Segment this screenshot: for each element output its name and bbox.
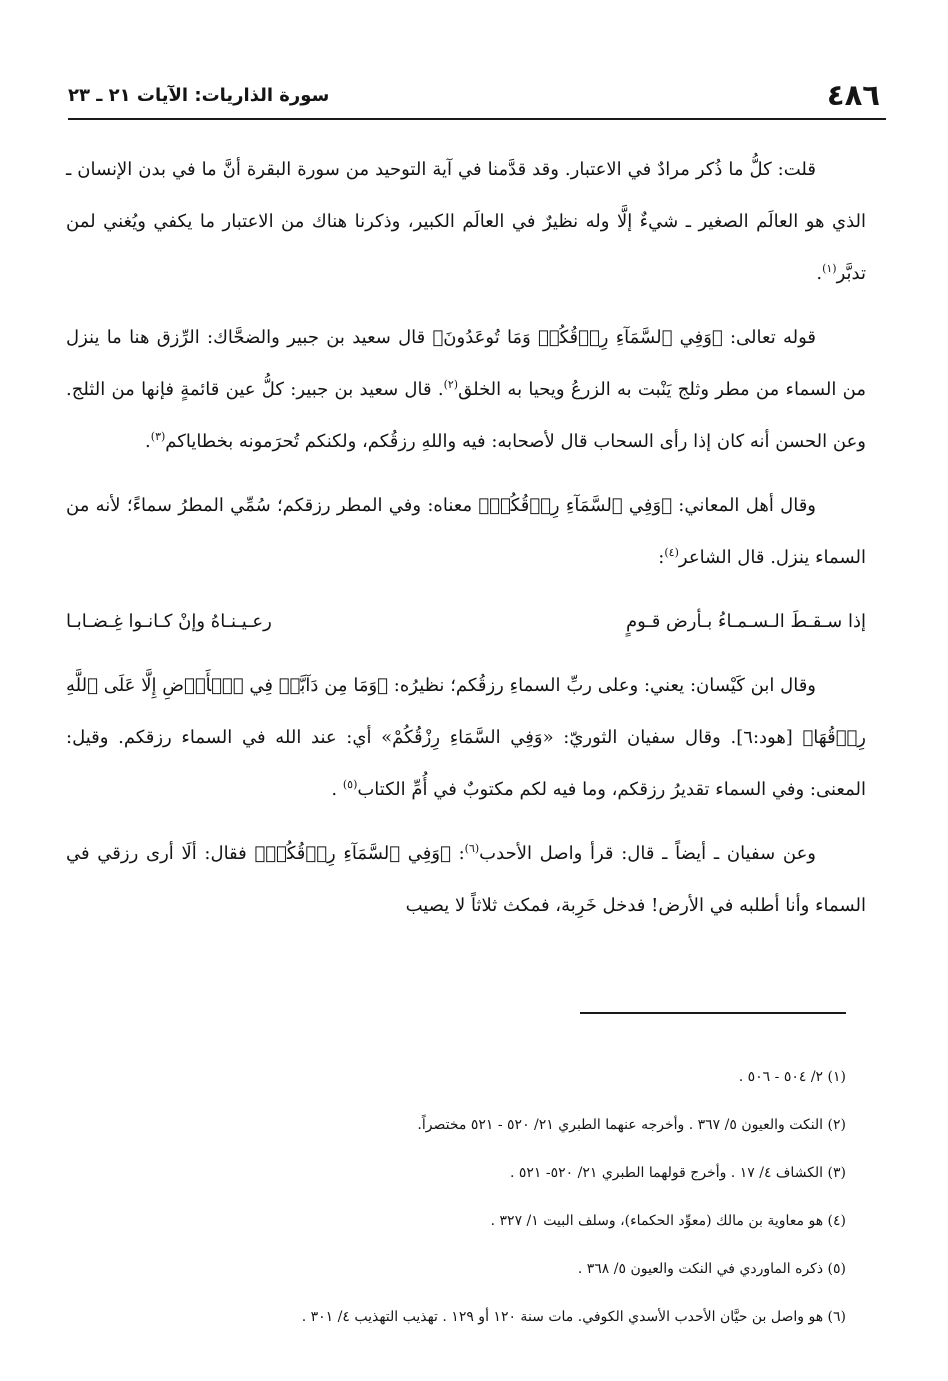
paragraph-1	[66, 144, 866, 300]
paragraph-text: قوله تعالى: ﴿وَفِي ٱلسَّمَآءِ رِزۡقُكُمۡ وَمَا تُوعَدُونَ﴾ قال سعيد بن جبير والضحَّاك: الرِّزق هنا ما ينزل من السماء من مطر وثلج يَنْبت به الزرعُ ويحيا به الخلق	[66, 327, 866, 400]
paragraph-text-continued: . قال سعيد بن جبير: كلُّ عين قائمةٍ فإنها من الثلج. وعن الحسن أنه كان إذا رأى السحاب قال لأصحابه: فيه واللهِ رزقُكم، ولكنكم تُحرَمونه بخطاياكم	[66, 379, 866, 452]
paragraph-end: .	[331, 779, 343, 800]
paragraph-5	[66, 828, 866, 932]
paragraph-3	[66, 480, 866, 584]
paragraph-4	[66, 660, 866, 816]
page-number: ٤٨٦	[826, 78, 880, 112]
footnote-1: (١) ٢/ ٥٠٤ - ٥٠٦ .	[738, 1069, 846, 1085]
poetry-verse	[66, 596, 866, 648]
footnote-4: (٤) هو معاوية بن مالك (معوِّد الحكماء)، وسلف البيت ١/ ٣٢٧ .	[490, 1213, 846, 1229]
paragraph-end: .	[816, 263, 823, 284]
footnote-6: (٦) هو واصل بن حيَّان الأحدب الأسدي الكوفي. مات سنة ١٢٠ أو ١٢٩ . تهذيب التهذيب ٤/ ٣٠١ .	[301, 1309, 846, 1325]
footnote-marker: (١)	[822, 262, 837, 275]
paragraph-text: قلت: كلُّ ما ذُكر مرادٌ في الاعتبار. وقد قدَّمنا في آية التوحيد من سورة البقرة أنَّ ما في بدن الإنسان ـ الذي هو العالَم الصغير ـ شيءٌ إلَّا وله نظيرٌ في العالَم الكبير، وذكرنا هناك من الاعتبار ما يكفي ويُغني لمن تدبَّر	[66, 159, 866, 284]
footnotes	[96, 1053, 846, 1341]
paragraph-end: :	[658, 547, 665, 568]
running-title: سورة الذاريات: الآيات ٢١ ـ ٢٣	[68, 85, 330, 106]
paragraph-2	[66, 312, 866, 468]
footnote-marker: (٤)	[664, 546, 679, 559]
footnote-marker: (٣)	[150, 430, 166, 443]
paragraph-text: وقال أهل المعاني: ﴿وَفِي ٱلسَّمَآءِ رِزۡقُكُمۡ﴾ معناه: وفي المطر رزقكم؛ سُمِّي المطرُ سماءً؛ لأنه من السماء ينزل. قال الشاعر	[66, 495, 866, 568]
footnote-separator	[580, 1012, 846, 1014]
main-text	[66, 144, 866, 944]
page-header	[68, 74, 886, 120]
footnote-5: (٥) ذكره الماوردي في النكت والعيون ٥/ ٣٦٨ .	[577, 1261, 846, 1277]
paragraph-text: وعن سفيان ـ أيضاً ـ قال: قرأ واصل الأحدب	[479, 843, 816, 864]
footnote-marker: (٥)	[342, 778, 358, 791]
paragraph-text: وقال ابن كَيْسان: يعني: وعلى ربِّ السماءِ رزقُكم؛ نظيرُه: ﴿وَمَا مِن دَآبَّةٖ فِي ٱلۡأَرۡضِ إِلَّا عَلَى ٱللَّهِ رِزۡقُهَا﴾ [هود:٦]. وقال سفيان الثوريّ: «وَفِي السَّمَاءِ رِزْقُكُمْ» أي: عند الله في السماء رزقكم. وقيل: المعنى: وفي السماء تقديرُ رزقكم، وما فيه لكم مكتوبٌ في أُمِّ الكتاب	[66, 675, 866, 800]
footnote-2: (٢) النكت والعيون ٥/ ٣٦٧ . وأخرجه عنهما الطبري ٢١/ ٥٢٠ - ٥٢١ مختصراً.	[417, 1117, 846, 1133]
paragraph-end: : ﴿وَفِي ٱلسَّمَآءِ رِزۡقُكُمۡ﴾ فقال: ألَا أرى رزقي في السماء وأنا أطلبه في الأرض! فدخل خَرِبة، فمكث ثلاثاً لا يصيب	[66, 843, 866, 916]
footnote-3: (٣) الكشاف ٤/ ١٧ . وأخرج قولهما الطبري ٢١/ ٥٢٠- ٥٢١ .	[509, 1165, 846, 1181]
paragraph-end: .	[145, 431, 151, 452]
verse-first-hemistich: إذا سـقـطَ الـسـمـاءُ بـأرض قـومٍ	[626, 611, 866, 632]
verse-second-hemistich: رعـيـنـاهُ وإنْ كـانـوا غِـضـابـا	[66, 611, 272, 632]
footnote-marker: (٦)	[464, 842, 480, 855]
footnote-marker: (٢)	[443, 378, 459, 391]
